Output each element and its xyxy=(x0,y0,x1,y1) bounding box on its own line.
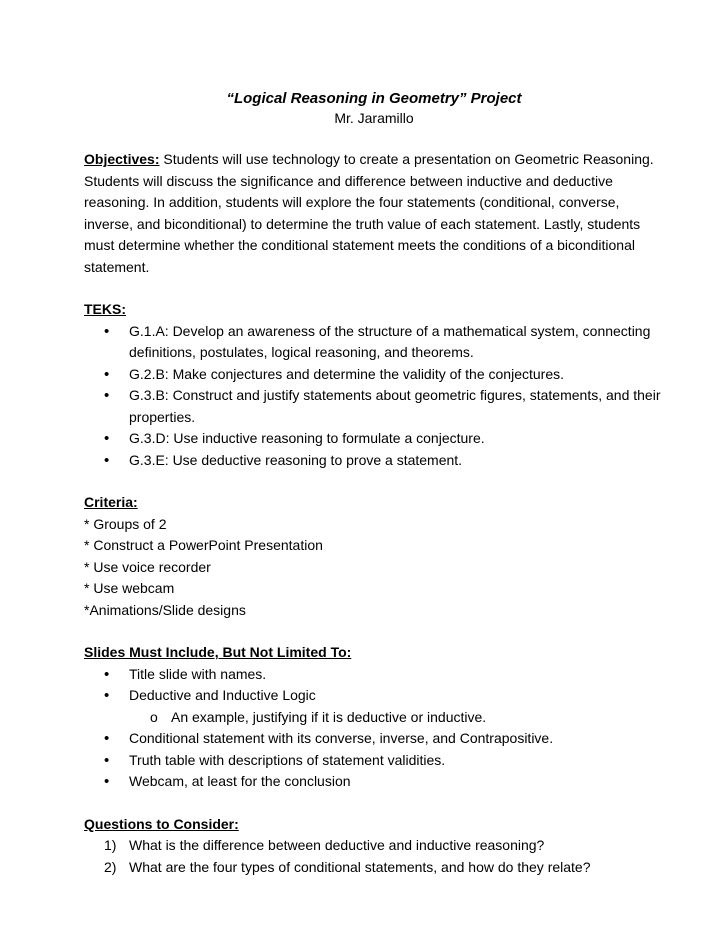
questions-heading: Questions to Consider: xyxy=(84,815,239,832)
slides-item-text: Conditional statement with its converse, inverse, and Contrapositive. xyxy=(129,730,554,746)
teks-item-text: G.2.B: Make conjectures and determine the validity of the conjectures. xyxy=(129,365,565,382)
objectives-section xyxy=(84,149,664,278)
objectives-paragraph xyxy=(84,149,664,278)
criteria-item: * Use webcam xyxy=(84,580,175,596)
list-item xyxy=(84,385,664,428)
questions-section xyxy=(84,814,664,879)
teks-item-text: G.3.E: Use deductive reasoning to prove a statement. xyxy=(129,451,463,468)
slides-item-text: Truth table with descriptions of statement validities. xyxy=(129,751,446,768)
teks-list xyxy=(84,321,664,472)
teks-section xyxy=(84,299,664,471)
bullet-icon: • xyxy=(104,365,110,383)
circle-bullet-icon: o xyxy=(150,708,158,725)
list-item xyxy=(84,728,664,750)
question-text: What are the four types of conditional statements, and how do they relate? xyxy=(129,858,591,875)
bullet-icon: • xyxy=(104,687,110,704)
list-item xyxy=(84,685,664,728)
slides-sublist xyxy=(129,707,664,729)
list-item xyxy=(84,750,664,772)
list-item xyxy=(84,364,664,386)
list-item xyxy=(84,771,664,793)
slides-item-text: Webcam, at least for the conclusion xyxy=(129,773,351,789)
question-number: 1) xyxy=(104,837,117,853)
list-item xyxy=(84,857,664,879)
slides-item-text: Deductive and Inductive Logic xyxy=(129,687,316,703)
slides-heading: Slides Must Include, But Not Limited To: xyxy=(84,644,352,660)
bullet-icon: • xyxy=(104,773,110,790)
criteria-item: * Groups of 2 xyxy=(84,515,167,532)
document-title: “Logical Reasoning in Geometry” Project xyxy=(226,90,522,107)
slides-list xyxy=(84,664,664,793)
slides-subitem-text: An example, justifying if it is deductive or inductive. xyxy=(171,708,487,725)
criteria-item: * Construct a PowerPoint Presentation xyxy=(84,537,323,553)
teks-item-text: G.3.B: Construct and justify statements about geometric figures, statements, and their properties. xyxy=(129,387,661,425)
criteria-item: *Animations/Slide designs xyxy=(84,601,246,618)
list-item xyxy=(84,707,664,729)
question-number: 2) xyxy=(104,858,117,875)
bullet-icon: • xyxy=(104,751,110,769)
bullet-icon: • xyxy=(104,665,110,683)
bullet-icon: • xyxy=(104,430,110,447)
teks-item-text: G.1.A: Develop an awareness of the structure of a mathematical system, connecting definitions, postulates, logical reasoning, and theorems. xyxy=(129,322,651,360)
list-item xyxy=(84,664,664,686)
list-item xyxy=(84,835,664,857)
document-page xyxy=(84,88,664,878)
bullet-icon: • xyxy=(104,322,110,340)
slides-item-text: Title slide with names. xyxy=(129,665,267,682)
list-item xyxy=(84,428,664,450)
objectives-text: Students will use technology to create a presentation on Geometric Reasoning. Students will discuss the significance and difference between inductive and deductive reasoning. In addition, students will explore the four statements (conditional, converse, inverse, and biconditional) to determine the truth value of each statement. Lastly, students must determine whether the conditional statement meets the conditions of a biconditional statement. xyxy=(84,151,654,275)
bullet-icon: • xyxy=(104,387,110,404)
list-item xyxy=(84,450,664,472)
bullet-icon: • xyxy=(104,730,110,747)
question-text: What is the difference between deductive and inductive reasoning? xyxy=(129,837,545,853)
author-name: Mr. Jaramillo xyxy=(334,110,414,126)
bullet-icon: • xyxy=(104,451,110,469)
teks-item-text: G.3.D: Use inductive reasoning to formulate a conjecture. xyxy=(129,430,485,446)
criteria-item: * Use voice recorder xyxy=(84,558,211,575)
criteria-section xyxy=(84,492,664,621)
teks-heading: TEKS: xyxy=(84,301,126,317)
objectives-heading: Objectives: xyxy=(84,151,160,167)
slides-section xyxy=(84,642,664,793)
questions-list xyxy=(84,835,664,878)
list-item xyxy=(84,321,664,364)
criteria-heading: Criteria: xyxy=(84,494,138,510)
